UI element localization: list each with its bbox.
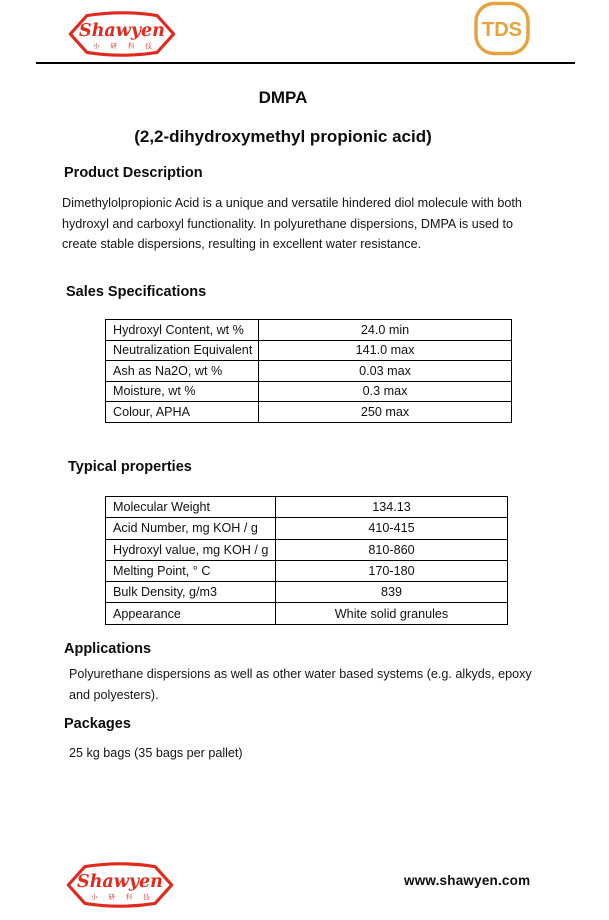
property-name: Molecular Weight — [106, 497, 276, 518]
applications-text: Polyurethane dispersions as well as other water based systems (e.g. alkyds, epoxy and polyesters). — [69, 667, 532, 702]
property-value: 134.13 — [276, 497, 508, 518]
shawyen-logo-hexagon — [64, 861, 176, 909]
table-row — [106, 603, 508, 624]
property-value: 839 — [276, 582, 508, 603]
spec-value: 24.0 min — [259, 320, 512, 341]
spec-property: Moisture, wt % — [106, 381, 259, 402]
heading-sales-specifications: Sales Specifications — [66, 284, 207, 300]
tds-badge — [473, 1, 531, 56]
table-row — [106, 518, 508, 539]
property-name: Melting Point, ° C — [106, 560, 276, 581]
shawyen-logo — [66, 10, 178, 58]
logo-subtext: 小 研 科 技 — [93, 42, 157, 50]
title-block — [36, 88, 530, 147]
logo-text: Shawyen — [77, 871, 163, 892]
sales-specifications-table — [105, 319, 512, 423]
shawyen-logo-footer — [64, 861, 176, 909]
spec-value: 0.03 max — [259, 361, 512, 382]
table-row — [106, 539, 508, 560]
shawyen-logo-hexagon — [66, 10, 178, 58]
packages-text: 25 kg bags (35 bags per pallet) — [69, 746, 243, 760]
property-value: White solid granules — [276, 603, 508, 624]
table-row — [106, 361, 512, 382]
spec-value: 141.0 max — [259, 340, 512, 361]
property-name: Acid Number, mg KOH / g — [106, 518, 276, 539]
property-name: Bulk Density, g/m3 — [106, 582, 276, 603]
spec-property: Colour, APHA — [106, 402, 259, 423]
spec-value: 0.3 max — [259, 381, 512, 402]
tds-badge-label: TDS — [482, 19, 522, 41]
logo-subtext: 小 研 科 技 — [91, 893, 155, 901]
heading-product-description: Product Description — [64, 165, 203, 181]
table-row — [106, 582, 508, 603]
logo-text: Shawyen — [79, 20, 165, 41]
heading-applications: Applications — [64, 641, 152, 657]
property-name: Appearance — [106, 603, 276, 624]
property-value: 810-860 — [276, 539, 508, 560]
table-row — [106, 340, 512, 361]
table-row — [106, 381, 512, 402]
typical-properties-table — [105, 496, 508, 625]
tds-badge-icon — [473, 1, 531, 56]
spec-property: Hydroxyl Content, wt % — [106, 320, 259, 341]
header-divider — [36, 62, 575, 64]
heading-packages: Packages — [64, 716, 131, 732]
table-row — [106, 497, 508, 518]
table-row — [106, 560, 508, 581]
page-subtitle: (2,2-dihydroxymethyl propionic acid) — [134, 127, 432, 146]
property-value: 170-180 — [276, 560, 508, 581]
spec-property: Ash as Na2O, wt % — [106, 361, 259, 382]
spec-value: 250 max — [259, 402, 512, 423]
product-description-text: Dimethylolpropionic Acid is a unique and versatile hindered diol molecule with both hydroxyl and carboxyl functionality. In polyurethane dispersions, DMPA is used to create stable dispersions, resulting in excellent water resistance. — [62, 196, 522, 251]
table-row — [106, 320, 512, 341]
spec-property: Neutralization Equivalent — [106, 340, 259, 361]
website-url: www.shawyen.com — [404, 873, 531, 888]
table-row — [106, 402, 512, 423]
heading-typical-properties: Typical properties — [68, 459, 192, 475]
property-value: 410-415 — [276, 518, 508, 539]
page-title: DMPA — [258, 88, 308, 107]
property-name: Hydroxyl value, mg KOH / g — [106, 539, 276, 560]
